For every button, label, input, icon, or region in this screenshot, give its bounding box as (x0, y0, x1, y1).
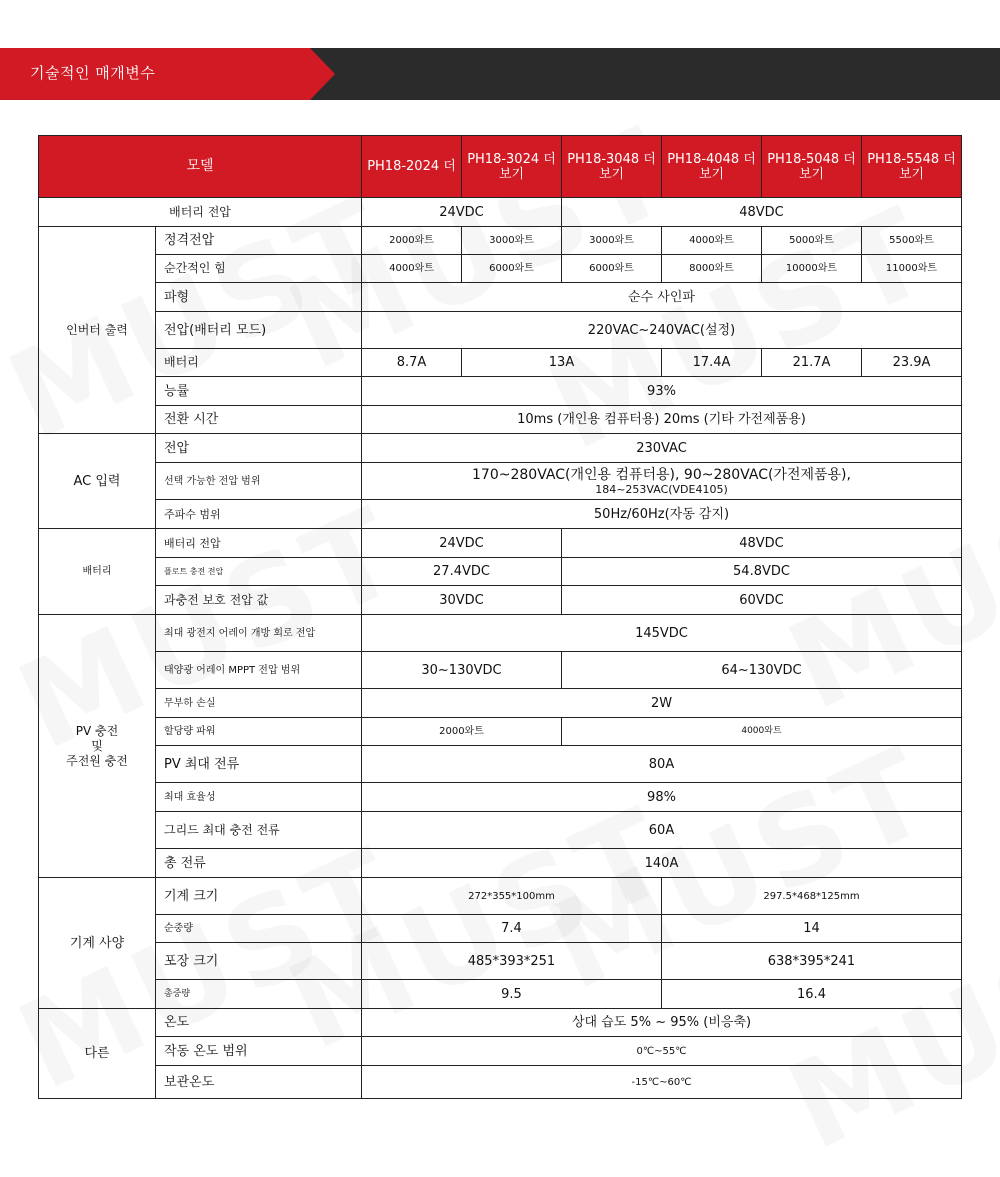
section-label: 인버터 출력 (39, 227, 156, 434)
model-header-row (39, 136, 962, 198)
table-row (39, 586, 962, 615)
cell-value: 4000와트 (662, 227, 762, 255)
table-row (39, 652, 962, 689)
row-label: 보관온도 (156, 1066, 362, 1099)
model-name: PH18-2024 더 (362, 136, 462, 198)
table-row (39, 943, 962, 980)
model-name: PH18-5048 더 보기 (762, 136, 862, 198)
cell-value: 272*355*100mm (362, 878, 662, 915)
cell-value: 3000와트 (462, 227, 562, 255)
cell-value: 14 (662, 915, 962, 943)
table-row (39, 812, 962, 849)
table-row (39, 434, 962, 463)
row-label: 할당량 파워 (156, 718, 362, 746)
row-label: 플로트 충전 전압 (156, 558, 362, 586)
row-label: 정격전압 (156, 227, 362, 255)
cell-value: 220VAC~240VAC(설정) (362, 312, 962, 349)
model-name: PH18-3048 더 보기 (562, 136, 662, 198)
table-row (39, 255, 962, 283)
cell-value: 30VDC (362, 586, 562, 615)
cell-value: 24VDC (362, 198, 562, 227)
row-label: 배터리 (156, 349, 362, 377)
cell-value: 93% (362, 377, 962, 406)
row-label: 순중량 (156, 915, 362, 943)
table-row (39, 783, 962, 812)
table-row (39, 980, 962, 1009)
row-label: 총 전류 (156, 849, 362, 878)
row-label: 포장 크기 (156, 943, 362, 980)
cell-value: 638*395*241 (662, 943, 962, 980)
cell-value: 140A (362, 849, 962, 878)
cell-value: 3000와트 (562, 227, 662, 255)
table-row (39, 615, 962, 652)
table-row (39, 558, 962, 586)
row-label: 전압(배터리 모드) (156, 312, 362, 349)
row-label: 전압 (156, 434, 362, 463)
table-row (39, 349, 962, 377)
section-label: 다른 (39, 1009, 156, 1099)
cell-value: 2000와트 (362, 227, 462, 255)
row-label: 파형 (156, 283, 362, 312)
cell-value: 27.4VDC (362, 558, 562, 586)
section-label-line: 및 (91, 738, 103, 753)
row-label: 순간적인 힘 (156, 255, 362, 283)
cell-value (362, 463, 962, 500)
cell-value: 17.4A (662, 349, 762, 377)
cell-value: 98% (362, 783, 962, 812)
cell-value: 16.4 (662, 980, 962, 1009)
row-label: 태양광 어레이 MPPT 전압 범위 (156, 652, 362, 689)
cell-value: 10ms (개인용 컴퓨터용) 20ms (기타 가전제품용) (362, 406, 962, 434)
cell-value: 순수 사인파 (362, 283, 962, 312)
cell-value: 50Hz/60Hz(자동 감지) (362, 500, 962, 529)
cell-value: 485*393*251 (362, 943, 662, 980)
model-name: PH18-3024 더 보기 (462, 136, 562, 198)
cell-value: 60A (362, 812, 962, 849)
row-label: 과충전 보호 전압 값 (156, 586, 362, 615)
cell-value: 5000와트 (762, 227, 862, 255)
section-label-line: PV 충전 (75, 723, 119, 738)
table-row (39, 406, 962, 434)
row-label: 그리드 최대 충전 전류 (156, 812, 362, 849)
section-label: 배터리 (39, 529, 156, 615)
table-row (39, 1037, 962, 1066)
row-label: 최대 광전지 어레이 개방 회로 전압 (156, 615, 362, 652)
cell-value: 2000와트 (362, 718, 562, 746)
table-row (39, 915, 962, 943)
cell-value: 60VDC (562, 586, 962, 615)
row-label: 온도 (156, 1009, 362, 1037)
model-label: 모델 (39, 136, 362, 198)
cell-value: 48VDC (562, 198, 962, 227)
spec-table (38, 135, 962, 1099)
cell-value: 5500와트 (862, 227, 962, 255)
row-label: 무부하 손실 (156, 689, 362, 718)
cell-value: 230VAC (362, 434, 962, 463)
row-label: 능률 (156, 377, 362, 406)
cell-value: 297.5*468*125mm (662, 878, 962, 915)
cell-value: -15℃~60℃ (362, 1066, 962, 1099)
table-row (39, 1066, 962, 1099)
table-row (39, 227, 962, 255)
cell-value: 9.5 (362, 980, 662, 1009)
section-label: AC 입력 (39, 434, 156, 529)
table-row (39, 312, 962, 349)
section-label (39, 615, 156, 878)
table-row (39, 1009, 962, 1037)
table-row (39, 849, 962, 878)
cell-value: 2W (362, 689, 962, 718)
row-label: 작동 온도 범위 (156, 1037, 362, 1066)
row-label: 기계 크기 (156, 878, 362, 915)
row-label: 주파수 범위 (156, 500, 362, 529)
cell-value: 10000와트 (762, 255, 862, 283)
cell-value: 4000와트 (562, 718, 962, 746)
cell-value: 21.7A (762, 349, 862, 377)
cell-value: 30~130VDC (362, 652, 562, 689)
table-row (39, 377, 962, 406)
row-label: 총중량 (156, 980, 362, 1009)
table-row (39, 529, 962, 558)
cell-value: 8000와트 (662, 255, 762, 283)
section-label: 기계 사양 (39, 878, 156, 1009)
table-row (39, 718, 962, 746)
row-label: 최대 효율성 (156, 783, 362, 812)
table-row (39, 746, 962, 783)
table-row (39, 500, 962, 529)
cell-value: 80A (362, 746, 962, 783)
cell-value: 48VDC (562, 529, 962, 558)
model-name: PH18-4048 더 보기 (662, 136, 762, 198)
table-row (39, 198, 962, 227)
cell-value: 7.4 (362, 915, 662, 943)
row-label: 선택 가능한 전압 범위 (156, 463, 362, 500)
cell-value: 11000와트 (862, 255, 962, 283)
range-line-1: 170~280VAC(개인용 컴퓨터용), 90~280VAC(가전제품용), (472, 466, 851, 483)
cell-value: 상대 습도 5% ~ 95% (비응축) (362, 1009, 962, 1037)
cell-value: 13A (462, 349, 662, 377)
cell-value: 64~130VDC (562, 652, 962, 689)
cell-value: 23.9A (862, 349, 962, 377)
cell-value: 4000와트 (362, 255, 462, 283)
table-row (39, 878, 962, 915)
table-row (39, 689, 962, 718)
cell-value: 6000와트 (562, 255, 662, 283)
table-row (39, 283, 962, 312)
cell-value: 6000와트 (462, 255, 562, 283)
cell-value: 8.7A (362, 349, 462, 377)
row-label: 배터리 전압 (39, 198, 362, 227)
page-title: 기술적인 매개변수 (30, 64, 156, 82)
row-label: 전환 시간 (156, 406, 362, 434)
table-row (39, 463, 962, 500)
cell-value: 54.8VDC (562, 558, 962, 586)
range-line-2: 184~253VAC(VDE4105) (595, 482, 728, 496)
cell-value: 145VDC (362, 615, 962, 652)
row-label: PV 최대 전류 (156, 746, 362, 783)
row-label: 배터리 전압 (156, 529, 362, 558)
cell-value: 0℃~55℃ (362, 1037, 962, 1066)
model-name: PH18-5548 더 보기 (862, 136, 962, 198)
section-label-line: 주전원 충전 (66, 753, 128, 768)
cell-value: 24VDC (362, 529, 562, 558)
